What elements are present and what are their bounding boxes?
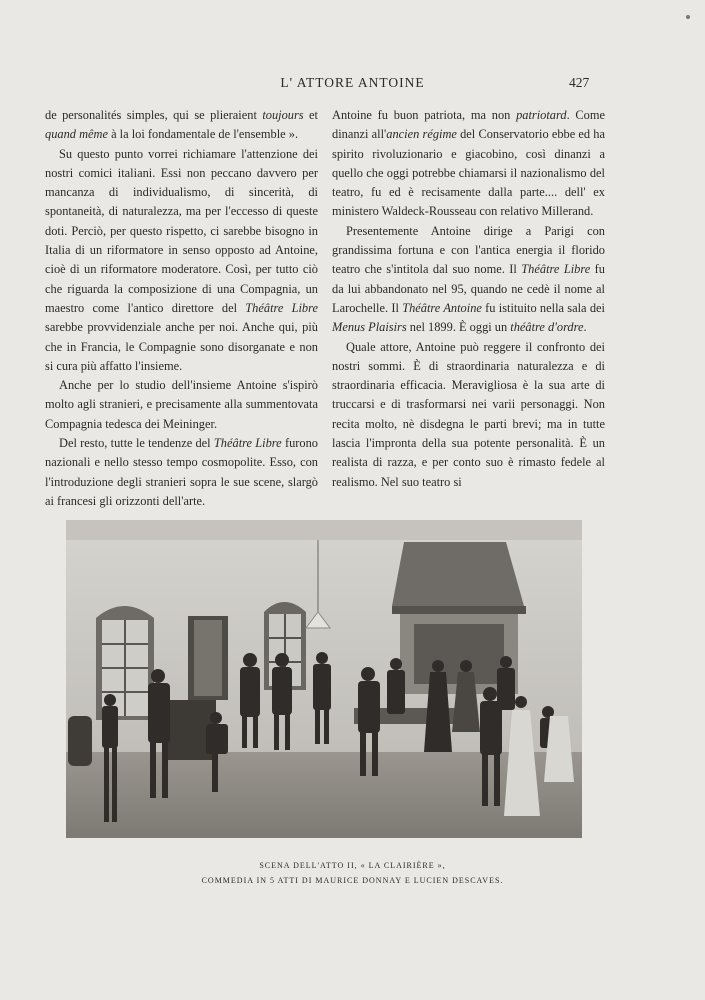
text-run: del Conservatorio ebbe ed ha spirito rivoluzionario e giacobino, così dinanzi a quello che oggi potrebbe chiamarsi il nazionalismo del teatro, fu ed è recisamente dalla parte.... dell' ex ministero Waldeck-Rousseau con relativo Millerand. — [332, 127, 605, 219]
text-run: et — [303, 108, 318, 122]
italic-run: Menus Plaisirs — [332, 320, 407, 335]
text-run: Anche per lo studio dell'insieme Antoine s'ispirò molto agli stranieri, e precisamente alla summentovata Compagnia tedesca dei Meininger. — [45, 378, 318, 431]
text-run: fu da lui abbandonato nel 95, quando ne cedè il nome al Larochelle. Il — [332, 262, 605, 315]
italic-run: Théâtre Antoine — [402, 300, 482, 315]
paragraph — [45, 145, 318, 377]
stage-scene-illustration — [66, 520, 582, 838]
paper-speck — [686, 15, 690, 19]
italic-run: théâtre d'ordre — [510, 320, 584, 335]
paragraph — [332, 222, 605, 338]
italic-run: Théâtre Libre — [213, 436, 282, 451]
paragraph — [332, 338, 605, 492]
italic-run: ancien régime — [386, 127, 457, 142]
paragraph — [45, 106, 318, 145]
text-run: Presentemente Antoine dirige a Parigi con grandissima fortuna e con l'antica energia il florido teatro che s'intitola dal suo nome. Il — [332, 223, 605, 277]
figure-caption — [0, 858, 705, 888]
italic-run: Théâtre Libre — [521, 262, 591, 277]
text-run: à la loi fondamentale de l'ensemble ». — [107, 127, 299, 142]
text-run: de personalités simples, qui se plieraient — [45, 108, 263, 122]
italic-run: toujours — [262, 108, 304, 122]
paragraph — [45, 434, 318, 511]
caption-line: COMMEDIA IN 5 ATTI DI MAURICE DONNAY E LUCIEN DESCAVES. — [201, 876, 504, 885]
text-run: Del resto, tutte le tendenze del — [59, 436, 214, 451]
caption-line: SCENA DELL'ATTO II, « LA CLAIRIÈRE », — [259, 861, 446, 870]
paragraph — [332, 106, 605, 222]
left-column — [45, 106, 318, 511]
page-number: 427 — [569, 75, 590, 90]
text-run: nel 1899. È oggi un — [406, 320, 511, 335]
italic-run: quand même — [45, 127, 108, 142]
text-run: furono nazionali e nello stesso tempo cosmopolite. Esso, con l'introduzione degli stranieri sopra le sue scene, slargò ai francesi gli orizzonti dell'arte. — [45, 436, 318, 508]
text-run: . — [583, 320, 587, 335]
text-run: Su questo punto vorrei richiamare l'attenzione dei nostri comici italiani. Essi non peccano davvero per mancanza di individualismo, di sincerità, di spontaneità, di naturalezza, ma per l'eccesso di queste doti. Perciò, per questo rispetto, ci sarebbe bisogno in Italia di un riformatore in senso opposto ad Antoine, cioè di un riformatore moderatore. Così, per tutto ciò che riguarda la composizione di una Compagnia, un maestro come l'antico direttore del — [45, 146, 318, 315]
text-run: fu istituito nella sala dei — [481, 300, 605, 315]
text-run: sarebbe provvidenziale anche per noi. Anche qui, più che in Francia, le Compagnie sono disorganate e non si cura più affatto l'insieme. — [45, 320, 318, 373]
italic-run: Théâtre Libre — [245, 300, 318, 315]
paragraph — [45, 376, 318, 434]
italic-run: patriotard — [516, 108, 567, 122]
text-run: . Come dinanzi all' — [332, 108, 605, 142]
running-header: L' ATTORE ANTOINE — [280, 75, 425, 90]
text-run: Antoine fu buon patriota, ma non — [332, 108, 517, 122]
text-run: Quale attore, Antoine può reggere il confronto dei nostri sommi. È di straordinaria naturalezza e di straordinaria efficacia. Meravigliosa è la sua arte di truccarsi e di trasformarsi nei varii personaggi. Non recita molto, nè disdegna le parti brevi; ma in tutte lascia l'impronta della sua potente personalità. È un realista di razza, e per conto suo è rimasto fedele al realismo. Nel suo teatro si — [332, 339, 605, 489]
right-column — [332, 106, 605, 492]
stage-photograph — [66, 520, 582, 838]
